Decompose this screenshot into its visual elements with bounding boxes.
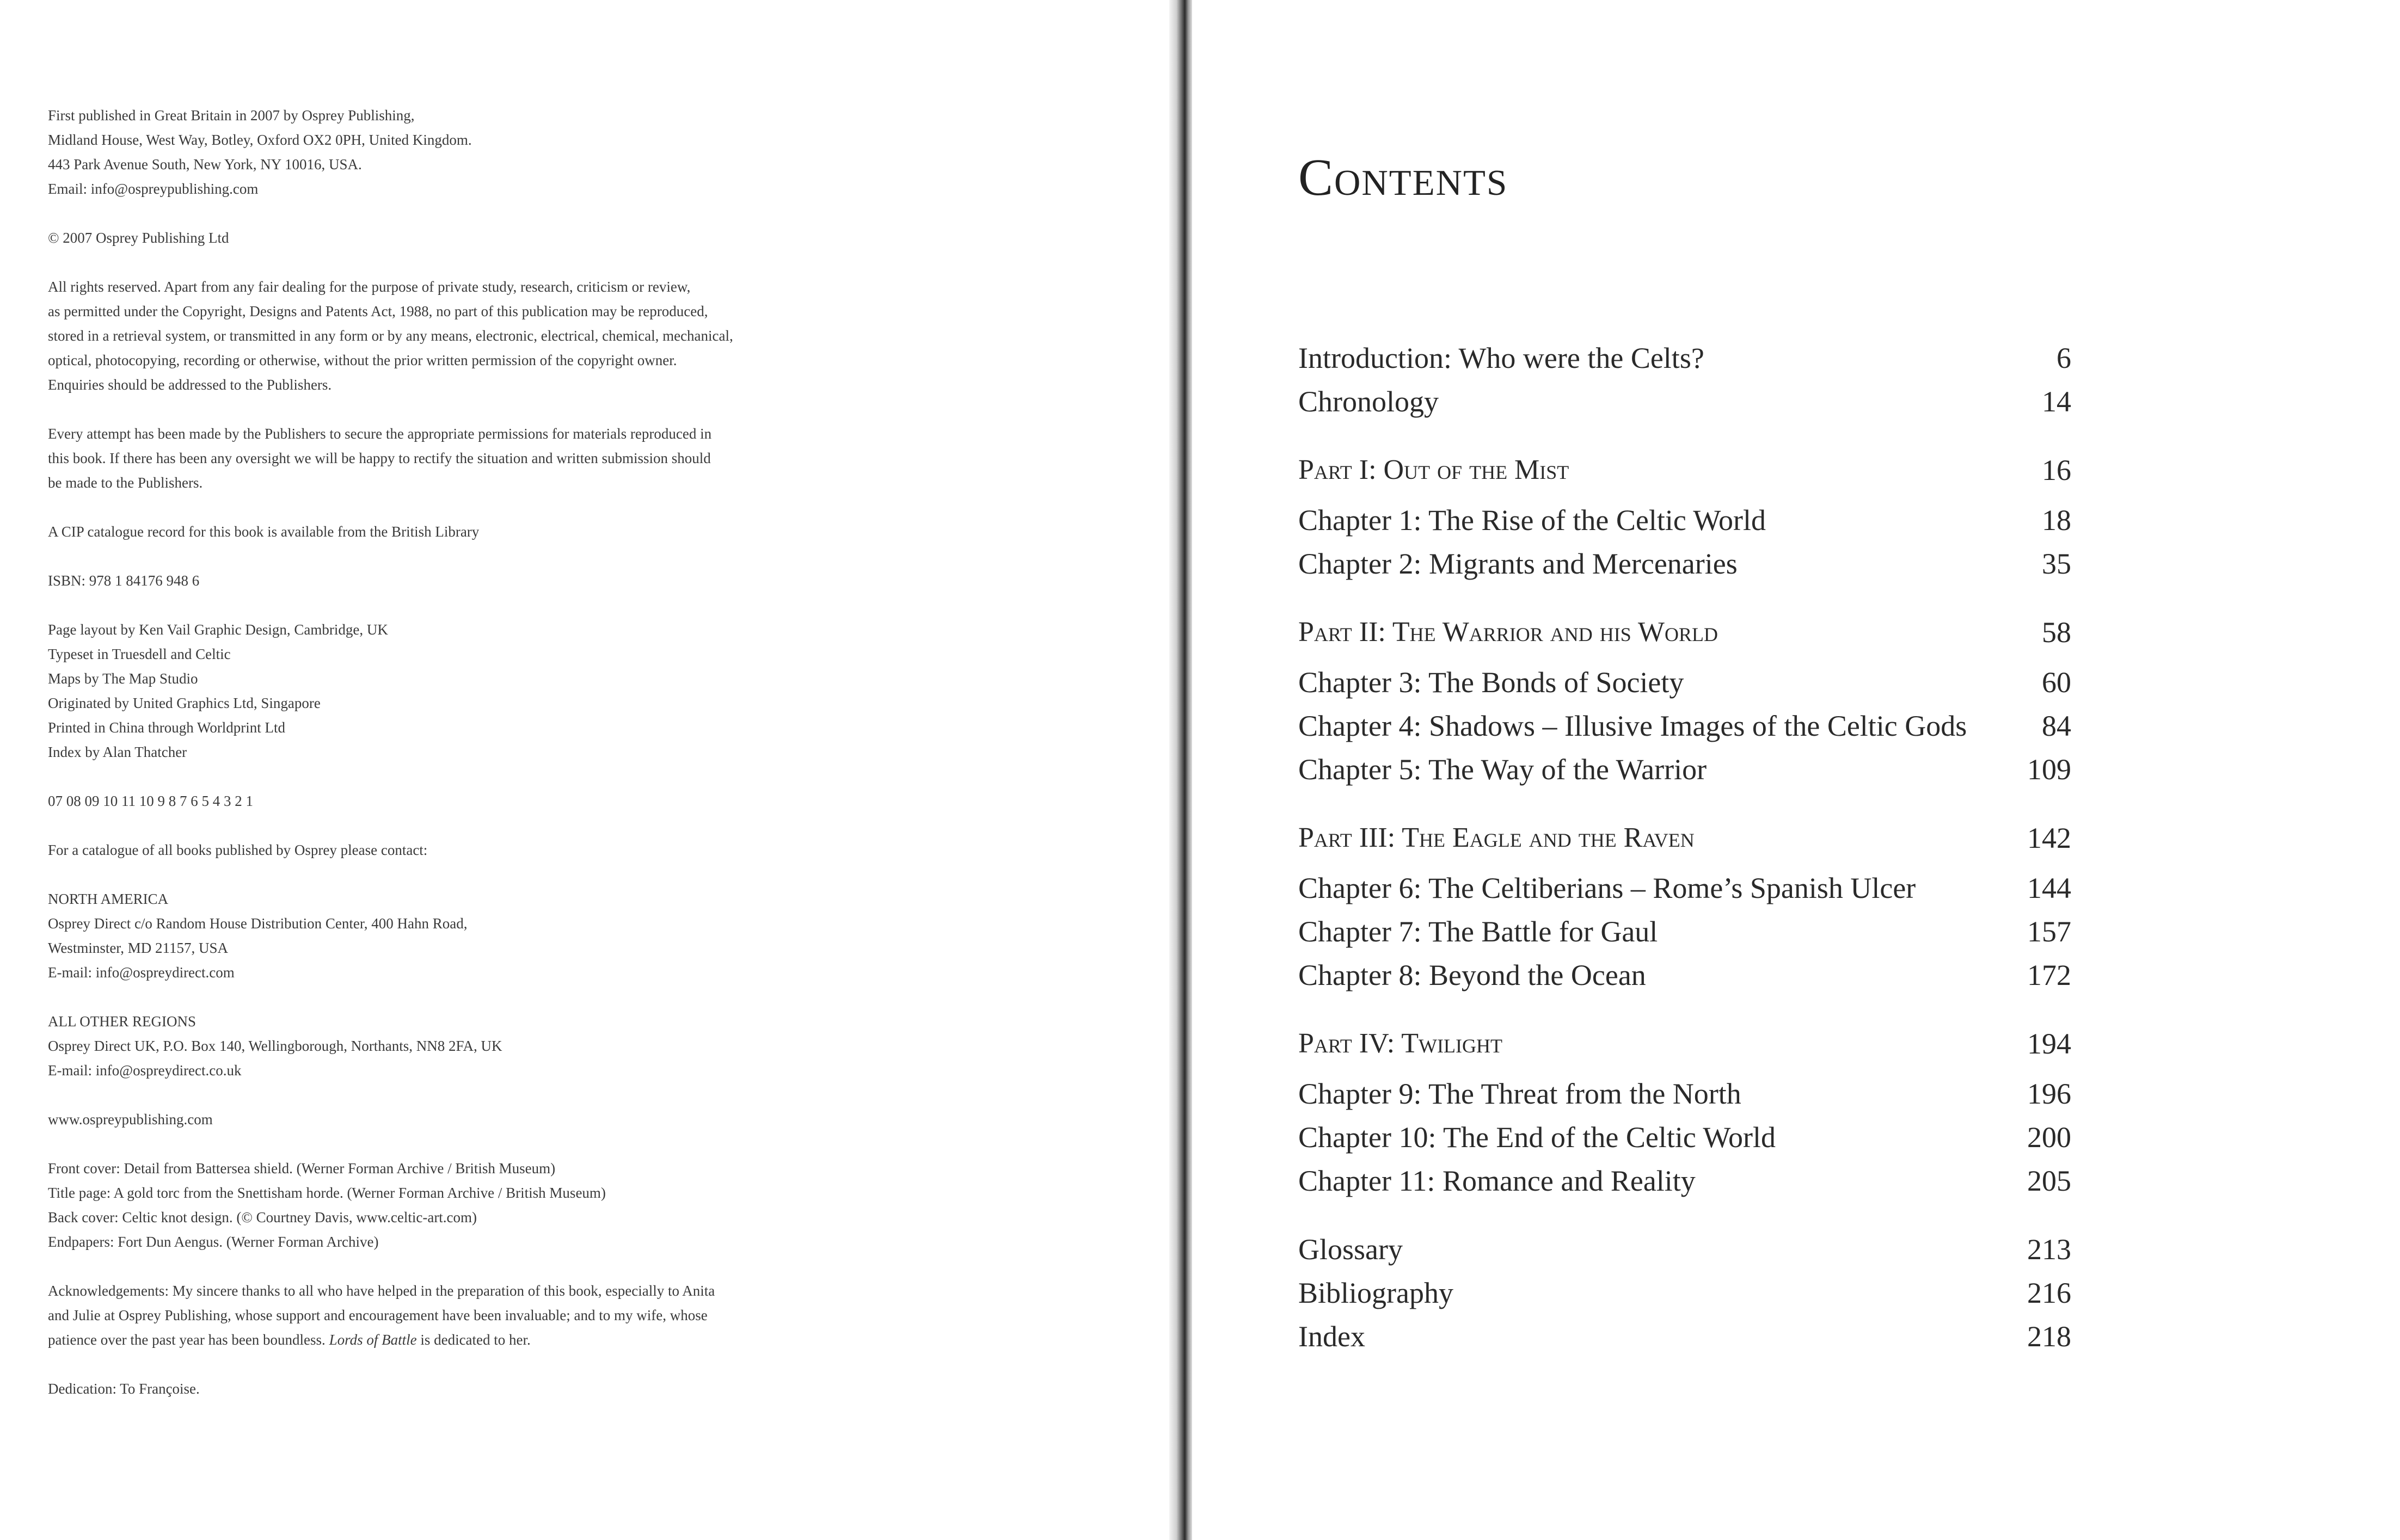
book-gutter — [1169, 0, 1193, 1540]
production-line: Typeset in Truesdell and Celtic — [48, 646, 231, 662]
toc-part-4 — [1298, 1022, 2071, 1065]
catalogue-note: For a catalogue of all books published by Osprey please contact: — [48, 842, 428, 858]
toc-page-number: 109 — [2027, 753, 2071, 786]
imprint-page — [0, 0, 1170, 1540]
toc-chapter-5 — [1298, 748, 2071, 791]
acknowledgements-line: and Julie at Osprey Publishing, whose support and encouragement have been invaluable; and to my wife, whose — [48, 1307, 708, 1323]
permissions-line: this book. If there has been any oversight we will be happy to rectify the situation and written submission should — [48, 450, 711, 466]
toc-chapter-4 — [1298, 704, 2071, 748]
toc-spacer — [1298, 997, 2071, 1022]
toc-entry-label: Chapter 9: The Threat from the North — [1298, 1077, 1741, 1110]
toc-page-number: 200 — [2027, 1121, 2071, 1154]
toc-spacer — [1298, 1065, 2071, 1072]
toc-entry-label: Index — [1298, 1320, 1365, 1353]
toc-spacer — [1298, 860, 2071, 866]
toc-page-number: 60 — [2042, 666, 2071, 699]
toc-chapter-11 — [1298, 1159, 2071, 1203]
email-line: E-mail: info@ospreydirect.co.uk — [48, 1062, 242, 1079]
production-line: Printed in China through Worldprint Ltd — [48, 719, 286, 736]
publisher-line: 443 Park Avenue South, New York, NY 10016, USA. — [48, 156, 362, 173]
other-regions-block — [48, 1009, 897, 1083]
toc-entry-label: Chapter 6: The Celtiberians – Rome’s Spanish Ulcer — [1298, 872, 1916, 904]
toc-page-number: 194 — [2027, 1027, 2071, 1060]
rights-block — [48, 275, 897, 397]
address-line: Westminster, MD 21157, USA — [48, 940, 228, 956]
toc-entry-glossary — [1298, 1228, 2071, 1271]
dedication-block — [48, 1377, 897, 1401]
production-line: Page layout by Ken Vail Graphic Design, Cambridge, UK — [48, 621, 388, 638]
toc-chapter-7 — [1298, 910, 2071, 953]
toc-part-title: Part II: The Warrior and his World — [1298, 617, 1718, 648]
toc-spacer — [1298, 1203, 2071, 1228]
production-block — [48, 618, 897, 765]
toc-page-number: 84 — [2042, 710, 2071, 742]
imprint-text — [48, 103, 897, 1426]
toc-page-number: 172 — [2027, 959, 2071, 991]
toc-page-number: 18 — [2042, 504, 2071, 537]
catalogue-block — [48, 838, 897, 863]
toc-entry-bibliography — [1298, 1271, 2071, 1315]
credit-line: Title page: A gold torc from the Snettisham horde. (Werner Forman Archive / British Museum) — [48, 1185, 606, 1201]
toc-entry-label: Chapter 5: The Way of the Warrior — [1298, 753, 1707, 786]
rights-line: Enquiries should be addressed to the Publishers. — [48, 377, 332, 393]
credit-line: Back cover: Celtic knot design. (© Courtney Davis, www.celtic-art.com) — [48, 1209, 477, 1225]
publisher-block — [48, 103, 897, 201]
address-line: Osprey Direct c/o Random House Distribution Center, 400 Hahn Road, — [48, 915, 468, 932]
toc-part-title: Part IV: Twilight — [1298, 1028, 1502, 1059]
toc-spacer — [1298, 423, 2071, 448]
toc-entry-label: Chapter 7: The Battle for Gaul — [1298, 915, 1658, 948]
copyright-block — [48, 226, 897, 250]
cip-block — [48, 520, 897, 544]
rights-line: stored in a retrieval system, or transmitted in any form or by any means, electronic, electrical, chemical, mechanical, — [48, 328, 733, 344]
toc-chapter-10 — [1298, 1116, 2071, 1159]
toc-page-number: 196 — [2027, 1077, 2071, 1110]
copyright-notice: © 2007 Osprey Publishing Ltd — [48, 230, 229, 246]
publisher-line: First published in Great Britain in 2007 by Osprey Publishing, — [48, 107, 415, 124]
image-credits-block — [48, 1156, 897, 1254]
toc-page-number: 16 — [2042, 454, 2071, 486]
toc-page-number: 35 — [2042, 547, 2071, 580]
toc-chapter-8 — [1298, 953, 2071, 997]
toc-entry-label: Introduction: Who were the Celts? — [1298, 342, 1704, 374]
print-number-line: 07 08 09 10 11 10 9 8 7 6 5 4 3 2 1 — [48, 793, 253, 809]
toc-entry-index — [1298, 1315, 2071, 1358]
production-line: Maps by The Map Studio — [48, 670, 198, 687]
permissions-line: be made to the Publishers. — [48, 475, 203, 491]
toc-page-number: 14 — [2042, 385, 2071, 418]
toc-page-number: 142 — [2027, 822, 2071, 854]
toc-entry-label: Chapter 11: Romance and Reality — [1298, 1165, 1696, 1197]
rights-line: as permitted under the Copyright, Designs and Patents Act, 1988, no part of this publication may be reproduced, — [48, 303, 708, 319]
toc-spacer — [1298, 791, 2071, 816]
toc-spacer — [1298, 586, 2071, 611]
toc-entry-label: Chapter 3: The Bonds of Society — [1298, 666, 1684, 699]
toc-chapter-6 — [1298, 866, 2071, 910]
region-heading: NORTH AMERICA — [48, 891, 169, 907]
book-title-italic: Lords of Battle — [329, 1332, 417, 1348]
permissions-block — [48, 422, 897, 495]
toc-spacer — [1298, 492, 2071, 498]
toc-page-number: 205 — [2027, 1165, 2071, 1197]
contents-heading: Contents — [1298, 148, 1508, 206]
toc-entry-introduction — [1298, 336, 2071, 380]
printline-block — [48, 789, 897, 814]
credit-line: Endpapers: Fort Dun Aengus. (Werner Forman Archive) — [48, 1234, 379, 1250]
production-line: Originated by United Graphics Ltd, Singapore — [48, 695, 321, 711]
toc-entry-label: Chronology — [1298, 385, 1439, 418]
publisher-line: Midland House, West Way, Botley, Oxford OX2 0PH, United Kingdom. — [48, 132, 472, 148]
toc-entry-label: Chapter 10: The End of the Celtic World — [1298, 1121, 1776, 1154]
toc-page-number: 144 — [2027, 872, 2071, 904]
toc-entry-label: Chapter 8: Beyond the Ocean — [1298, 959, 1646, 991]
address-line: Osprey Direct UK, P.O. Box 140, Wellingborough, Northants, NN8 2FA, UK — [48, 1038, 502, 1054]
acknowledgements-text: patience over the past year has been boundless. — [48, 1332, 329, 1348]
email-line: E-mail: info@ospreydirect.com — [48, 964, 235, 981]
toc-chapter-1 — [1298, 498, 2071, 542]
website-block — [48, 1107, 897, 1132]
rights-line: optical, photocopying, recording or otherwise, without the prior written permission of the copyright owner. — [48, 352, 677, 368]
publisher-email: Email: info@ospreypublishing.com — [48, 181, 259, 197]
dedication: Dedication: To Françoise. — [48, 1381, 200, 1397]
toc-page-number: 218 — [2027, 1320, 2071, 1353]
toc-part-title: Part III: The Eagle and the Raven — [1298, 822, 1695, 853]
toc-chapter-3 — [1298, 661, 2071, 704]
toc-page-number: 157 — [2027, 915, 2071, 948]
acknowledgements-line — [48, 1328, 897, 1352]
toc-entry-label: Chapter 2: Migrants and Mercenaries — [1298, 547, 1738, 580]
acknowledgements-text: is dedicated to her. — [416, 1332, 531, 1348]
toc-spacer — [1298, 654, 2071, 661]
website: www.ospreypublishing.com — [48, 1111, 213, 1128]
acknowledgements-line: Acknowledgements: My sincere thanks to all who have helped in the preparation of this book, especially to Anita — [48, 1283, 715, 1299]
toc-page-number: 58 — [2042, 616, 2071, 649]
toc-entry-label: Chapter 4: Shadows – Illusive Images of the Celtic Gods — [1298, 710, 1967, 742]
isbn-block — [48, 569, 897, 593]
isbn: ISBN: 978 1 84176 948 6 — [48, 572, 200, 589]
credit-line: Front cover: Detail from Battersea shield. (Werner Forman Archive / British Museum) — [48, 1160, 556, 1176]
production-line: Index by Alan Thatcher — [48, 744, 187, 760]
toc-part-1 — [1298, 448, 2071, 492]
rights-line: All rights reserved. Apart from any fair dealing for the purpose of private study, research, criticism or review, — [48, 279, 691, 295]
region-heading: ALL OTHER REGIONS — [48, 1013, 196, 1030]
toc-part-3 — [1298, 816, 2071, 860]
north-america-block — [48, 887, 897, 985]
toc-entry-chronology — [1298, 380, 2071, 423]
toc-chapter-2 — [1298, 542, 2071, 586]
cip-record: A CIP catalogue record for this book is available from the British Library — [48, 523, 480, 540]
toc-page-number: 6 — [2057, 342, 2071, 374]
table-of-contents — [1298, 336, 2071, 1358]
toc-entry-label: Bibliography — [1298, 1277, 1453, 1309]
toc-chapter-9 — [1298, 1072, 2071, 1116]
toc-page-number: 213 — [2027, 1233, 2071, 1266]
toc-part-title: Part I: Out of the Mist — [1298, 454, 1569, 485]
toc-page-number: 216 — [2027, 1277, 2071, 1309]
toc-entry-label: Chapter 1: The Rise of the Celtic World — [1298, 504, 1766, 537]
permissions-line: Every attempt has been made by the Publishers to secure the appropriate permissions for materials reproduced in — [48, 426, 712, 442]
acknowledgements-block — [48, 1279, 897, 1352]
toc-part-2 — [1298, 611, 2071, 654]
toc-entry-label: Glossary — [1298, 1233, 1403, 1266]
